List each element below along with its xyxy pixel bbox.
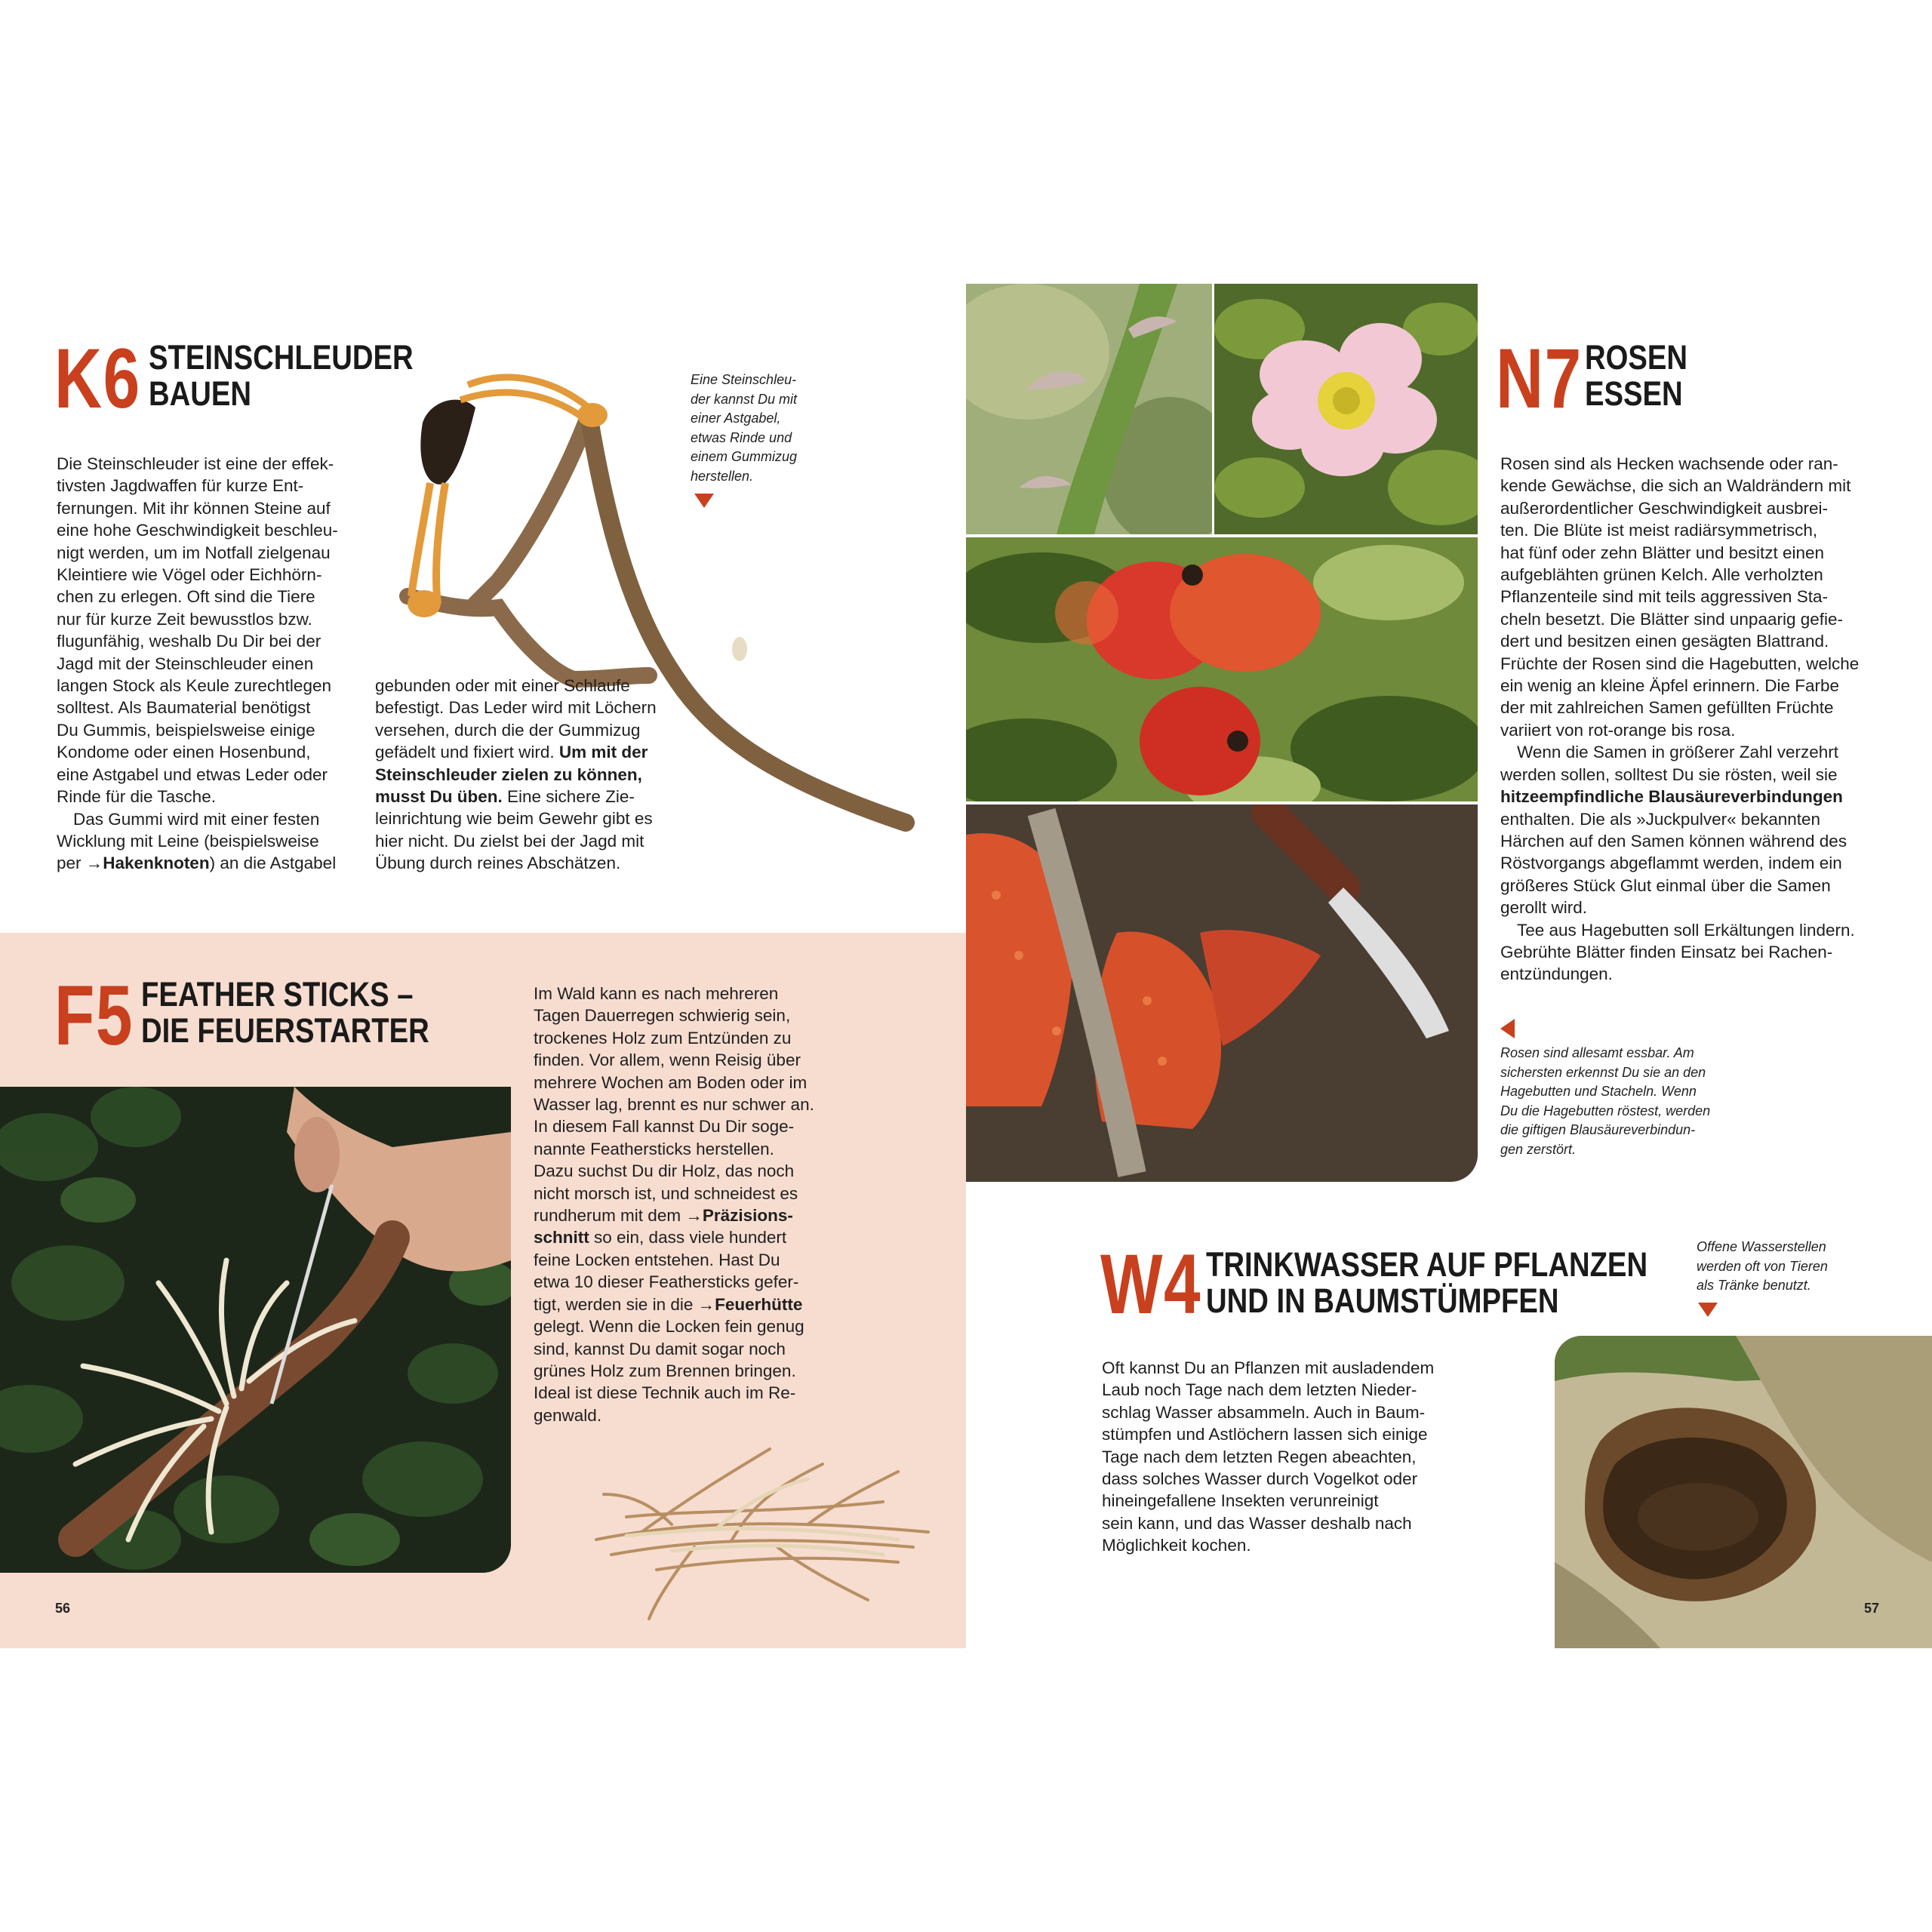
n7-body-line: Gebrühte Blätter finden Einsatz bei Rachen- [1500, 942, 1833, 961]
k6-text: ) an die Astgabel [209, 854, 337, 873]
f5-body-line: feine Locken entstehen. Hast Du [534, 1250, 780, 1269]
f5-body-line: nannte Feathersticks herstellen. [534, 1139, 774, 1158]
rose-flower-photo [1214, 284, 1478, 534]
k6-body-line [375, 764, 677, 786]
k6-caption-line: etwas Rinde und [691, 429, 792, 445]
k6-body-col1 [57, 453, 358, 875]
n7-caption-line: die giftigen Blausäureverbindun- [1500, 1122, 1696, 1137]
n7-title-line1: ROSEN [1585, 338, 1688, 377]
k6-text: gefädelt und fixiert wird. [375, 743, 559, 762]
n7-body-line: Röstvorgangs abgeflammt werden, indem ein [1500, 854, 1842, 873]
k6-title-line2: BAUEN [149, 374, 252, 413]
n7-bold-text: hitzeempfindliche Blausäureverbindungen [1500, 787, 1843, 807]
w4-body-line: dass solches Wasser durch Vogelkot oder [1102, 1469, 1418, 1489]
f5-body-line: genwald. [534, 1405, 602, 1425]
k6-body-line: Übung durch reines Abschätzen. [375, 854, 621, 873]
w4-body-line: schlag Wasser absammeln. Auch in Baum- [1102, 1402, 1426, 1422]
w4-caption-line: werden oft von Tieren [1697, 1258, 1828, 1274]
w4-caption-line: Offene Wasserstellen [1697, 1239, 1826, 1254]
praezisionsschnitt-crossref-link[interactable]: →Präzisions- [685, 1206, 793, 1226]
k6-body-line: gebunden oder mit einer Schlaufe [375, 676, 630, 695]
n7-caption-line: gen zerstört. [1500, 1141, 1577, 1157]
f5-text: so ein, dass viele hundert [589, 1228, 787, 1247]
hakenknoten-crossref-link[interactable]: →Hakenknoten [85, 854, 210, 873]
n7-body-line: Härchen auf den Samen können während des [1500, 831, 1847, 851]
page-number-right: 57 [1864, 1601, 1880, 1616]
f5-body-line: finden. Vor allem, wenn Reisig über [534, 1051, 801, 1070]
f5-body-line: Dazu suchst Du dir Holz, das noch [534, 1161, 795, 1181]
w4-body-line: hineingefallene Insekten verunreinigt [1102, 1491, 1379, 1511]
k6-body-line: Du Gummis, beispielsweise einige [57, 720, 315, 740]
f5-body-line: Ideal ist diese Technik auch im Re- [534, 1383, 796, 1403]
f5-title-line2: DIE FEUERSTARTER [141, 1011, 429, 1050]
w4-body-line: Laub noch Tage nach dem letzten Nieder- [1102, 1380, 1417, 1400]
k6-caption-line: einer Astgabel, [691, 411, 781, 426]
feuerhuette-crossref-link[interactable]: →Feuerhütte [697, 1294, 803, 1314]
n7-caption-line: Rosen sind allesamt essbar. Am [1500, 1045, 1694, 1060]
k6-body-line [375, 741, 677, 763]
w4-caption [1697, 1238, 1878, 1296]
k6-section-code: K6 [54, 331, 141, 426]
n7-body-line: gerollt wird. [1500, 898, 1588, 918]
n7-body-line: ten. Die Blüte ist meist radiärsymmetrisch, [1500, 521, 1818, 540]
k6-body-col2 [375, 675, 677, 875]
f5-body-line: nicht morsch ist, und schneidest es [534, 1183, 798, 1203]
n7-caption-arrow-icon [1500, 1019, 1515, 1038]
f5-body-line: trockenes Holz zum Entzünden zu [534, 1028, 792, 1048]
w4-caption-arrow-icon [1698, 1303, 1718, 1317]
f5-body-line: mehrere Wochen am Boden oder im [534, 1072, 808, 1092]
k6-body-line: befestigt. Das Leder wird mit Löchern [375, 698, 657, 718]
k6-caption [691, 371, 834, 486]
f5-text: rundherum mit dem [534, 1206, 686, 1226]
k6-body-line: Wicklung mit Leine (beispielsweise [57, 831, 319, 851]
n7-body-line: aufgeblähten grünen Kelch. Alle verholzten [1500, 565, 1823, 585]
k6-caption-line: einem Gummizug [691, 449, 798, 464]
n7-body-line: ein wenig an kleine Äpfel erinnern. Die Farbe [1500, 676, 1840, 696]
k6-bold-text: Steinschleuder zielen zu können, [375, 764, 642, 784]
f5-body-line: etwa 10 dieser Feathersticks gefer- [534, 1272, 799, 1292]
k6-body-line: Kleintiere wie Vögel oder Eichhörn- [57, 565, 322, 585]
w4-body-line: Möglichkeit kochen. [1102, 1536, 1251, 1555]
k6-caption-line: der kannst Du mit [691, 391, 798, 407]
n7-body-line: hat fünf oder zehn Blätter und besitzt einen [1500, 543, 1825, 562]
page-number-left: 56 [55, 1601, 71, 1616]
k6-body-line: Rinde für die Tasche. [57, 787, 216, 807]
k6-caption-line: herstellen. [691, 468, 754, 484]
k6-body-line: versehen, durch die der Gummizug [375, 720, 641, 740]
f5-body [534, 983, 835, 1426]
k6-body-line: eine Astgabel und etwas Leder oder [57, 764, 328, 784]
f5-body-line: grünes Holz zum Brennen bringen. [534, 1361, 796, 1380]
rose-collage [966, 284, 1478, 1182]
f5-body-line [534, 1204, 835, 1226]
n7-body-line: variiert von rot-orange bis rosa. [1500, 720, 1736, 740]
n7-body-line: kende Gewächse, die sich an Waldrändern mit [1500, 476, 1851, 496]
n7-body-line [1500, 786, 1893, 808]
n7-title-line2: ESSEN [1585, 374, 1683, 413]
n7-caption-line: Hagebutten und Stacheln. Wenn [1500, 1084, 1697, 1099]
k6-body-line: Die Steinschleuder ist eine der effek- [57, 454, 334, 473]
w4-body-line: Tage nach dem letzten Regen abeachten, [1102, 1447, 1417, 1466]
k6-body-line: leinrichtung wie beim Gewehr gibt es [375, 809, 653, 829]
k6-body-line: nur für kurze Zeit bewusstlos bzw. [57, 609, 312, 629]
n7-body-line: Pflanzenteile sind mit teils aggressiven Sta- [1500, 587, 1828, 607]
k6-body-line: Jagd mit der Steinschleuder einen [57, 654, 314, 673]
w4-body-line: sein kann, und das Wasser deshalb nach [1102, 1513, 1412, 1533]
f5-body-line: Wasser lag, brennt es nur schwer an. [534, 1095, 814, 1115]
f5-body-line: Im Wald kann es nach mehreren [534, 984, 779, 1003]
roasted-seeds-photo [966, 804, 1478, 1182]
k6-body-line: hier nicht. Du zielst bei der Jagd mit [375, 831, 645, 851]
f5-body-line [534, 1226, 835, 1248]
rose-stem-photo [966, 284, 1212, 534]
n7-body-line: werden sollen, solltest Du sie rösten, weil sie [1500, 764, 1838, 784]
n7-body-line: außerordentlicher Geschwindigkeit ausbrei- [1500, 498, 1828, 518]
f5-body-line [534, 1294, 835, 1315]
f5-body-line: Tagen Dauerregen schwierig sein, [534, 1006, 791, 1026]
k6-caption-arrow-icon [694, 494, 714, 508]
w4-section-code: W4 [1100, 1237, 1202, 1331]
f5-body-line: gelegt. Wenn die Locken fein genug [534, 1317, 804, 1337]
f5-title-line1: FEATHER STICKS – [141, 975, 414, 1014]
n7-body-line: der mit zahlreichen Samen gefüllten Früchte [1500, 698, 1834, 718]
k6-text: Eine sichere Zie- [502, 787, 635, 807]
f5-text: tigt, werden sie in die [534, 1294, 698, 1314]
k6-bold-text: Um mit der [558, 743, 648, 762]
n7-caption-line: Du die Hagebutten röstest, werden [1500, 1103, 1711, 1118]
k6-body-line: fernungen. Mit ihr können Steine auf [57, 498, 331, 518]
n7-body-line: Tee aus Hagebutten soll Erkältungen lindern. [1517, 920, 1855, 940]
praezisionsschnitt-crossref-link[interactable]: schnitt [534, 1228, 589, 1247]
n7-body [1500, 453, 1893, 986]
n7-section-code: N7 [1496, 331, 1583, 426]
f5-section-code: F5 [54, 968, 134, 1063]
k6-body-line: Kondome oder einen Hosenbund, [57, 743, 311, 762]
k6-body-line [375, 786, 677, 808]
k6-body-line: nigt werden, um im Notfall zielgenau [57, 543, 331, 562]
n7-body-line: entzündungen. [1500, 964, 1613, 984]
k6-body-line: solltest. Als Baumaterial benötigst [57, 698, 311, 718]
n7-body-line: Wenn die Samen in größerer Zahl verzehrt [1517, 743, 1839, 762]
f5-body-line: sind, kannst Du damit sogar noch [534, 1339, 786, 1358]
k6-body-line: langen Stock als Keule zurechtlegen [57, 676, 331, 696]
k6-body-line: eine hohe Geschwindigkeit beschleu- [57, 521, 338, 540]
w4-title-line2: UND IN BAUMSTÜMPFEN [1206, 1281, 1559, 1320]
k6-body-line: flugunfähig, weshalb Du Dir bei der [57, 632, 321, 651]
k6-body-line: tivsten Jagdwaffen für kurze Ent- [57, 476, 304, 496]
n7-body-line: größeres Stück Glut einmal über die Samen [1500, 875, 1831, 895]
w4-body-line: Oft kannst Du an Pflanzen mit ausladendem [1102, 1358, 1435, 1377]
n7-body-line: Früchte der Rosen sind die Hagebutten, welche [1500, 654, 1860, 673]
n7-body-line: cheln besetzt. Die Blätter sind unpaarig gefie- [1500, 609, 1844, 629]
k6-caption-line: Eine Steinschleu- [691, 372, 797, 387]
k6-bold-text: musst Du üben. [375, 787, 503, 807]
k6-body-line: chen zu erlegen. Oft sind die Tiere [57, 587, 315, 607]
k6-text: per [57, 854, 86, 873]
n7-body-line: dert und besitzen einen gesägten Blattrand. [1500, 632, 1829, 651]
w4-title-line1: TRINKWASSER AUF PFLANZEN [1206, 1245, 1648, 1284]
f5-body-line: In diesem Fall kannst Du Dir soge- [534, 1117, 795, 1137]
n7-caption [1500, 1044, 1734, 1159]
w4-body [1102, 1357, 1479, 1557]
k6-body-line: Das Gummi wird mit einer festen [73, 809, 320, 829]
k6-title-line1: STEINSCHLEUDER [149, 338, 414, 377]
wood-shavings-photo [581, 1426, 936, 1623]
n7-caption-line: sichersten erkennst Du sie an den [1500, 1064, 1706, 1080]
w4-caption-line: als Tränke benutzt. [1697, 1278, 1811, 1293]
feather-stick-photo [0, 1087, 511, 1573]
n7-body-line: enthalten. Die als »Juckpulver« bekannten [1500, 809, 1821, 829]
rose-hips-photo [966, 537, 1478, 801]
k6-body-line [57, 852, 358, 874]
n7-body-line: Rosen sind als Hecken wachsende oder ran- [1500, 454, 1838, 473]
w4-body-line: stümpfen und Astlöchern lassen sich einige [1102, 1425, 1428, 1444]
